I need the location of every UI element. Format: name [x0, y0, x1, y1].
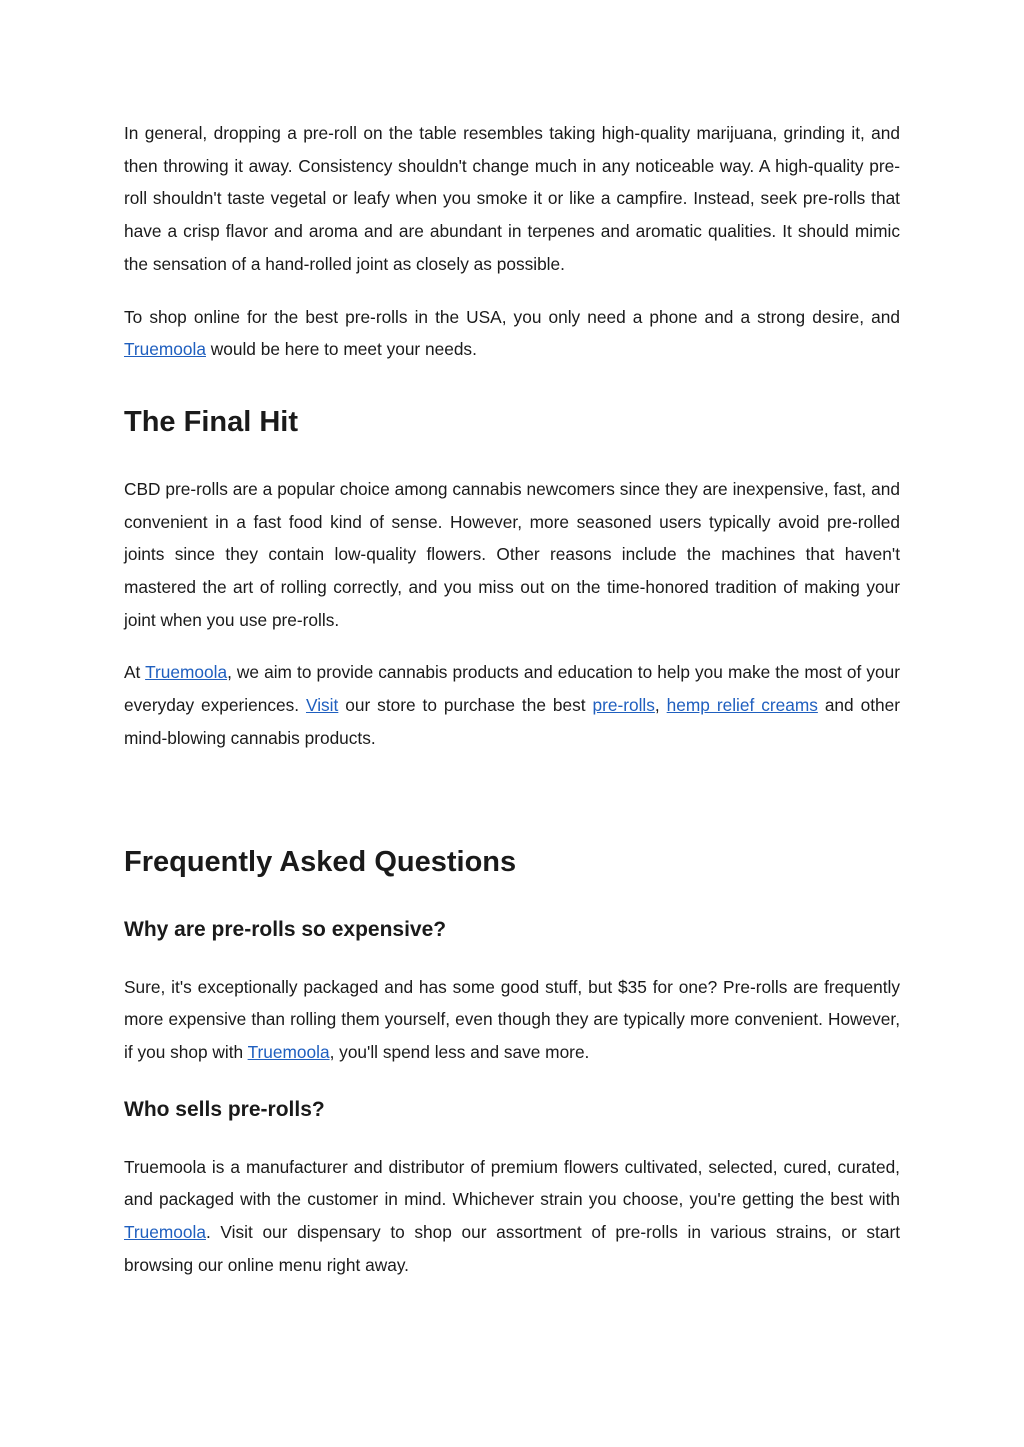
- paragraph-text: , we aim to provide cannabis products and education to help you make the most of your everyday experiences.: [124, 662, 900, 716]
- truemoola-link[interactable]: Truemoola: [124, 1222, 206, 1243]
- section-heading: The Final Hit: [124, 405, 298, 438]
- hemp-relief-creams-link[interactable]: hemp relief creams: [666, 695, 818, 716]
- paragraph-text: ,: [654, 695, 667, 716]
- body-paragraph: In general, dropping a pre-roll on the table resembles taking high-quality marijuana, grinding it, and then throwing it away. Consistency shouldn't change much in any noticeable way. A high-quality pre-roll shouldn't taste vegetal or leafy when you smoke it or like a campfire. Instead, seek pre-rolls that have a crisp flavor and aroma and are abundant in terpenes and aromatic qualities. It should mimic the sensation of a hand-rolled joint as closely as possible.: [124, 123, 900, 274]
- paragraph-text: . Visit our dispensary to shop our assortment of pre-rolls in various strains, or start browsing our online menu right away.: [124, 1222, 900, 1275]
- faq-answer: [124, 971, 900, 1069]
- truemoola-link[interactable]: Truemoola: [247, 1041, 330, 1062]
- faq-question: Who sells pre-rolls?: [124, 1097, 325, 1121]
- document-page: [124, 117, 900, 1281]
- body-paragraph: [124, 301, 900, 366]
- faq-question: Why are pre-rolls so expensive?: [124, 917, 447, 941]
- faq-heading: Frequently Asked Questions: [124, 845, 517, 878]
- paragraph-text: , you'll spend less and save more.: [329, 1041, 590, 1062]
- pre-rolls-link[interactable]: pre-rolls: [592, 695, 655, 716]
- paragraph-text: To shop online for the best pre-rolls in the USA, you only need a phone and a strong desire, and: [124, 306, 900, 327]
- paragraph-text: and other mind-blowing cannabis products.: [124, 695, 900, 748]
- visit-link[interactable]: Visit: [305, 695, 339, 716]
- body-paragraph: CBD pre-rolls are a popular choice among cannabis newcomers since they are inexpensive, fast, and convenient in a fast food kind of sense. However, more seasoned users typically avoid pre-rolled joints since they contain low-quality flowers. Other reasons include the machines that haven't mastered the art of rolling correctly, and you miss out on the time-honored tradition of making your joint when you use pre-rolls.: [124, 478, 900, 630]
- paragraph-text: Sure, it's exceptionally packaged and has some good stuff, but $35 for one? Pre-rolls are frequently more expensive than rolling them yourself, even though they are typically more convenient. However, if you shop with: [124, 976, 900, 1062]
- body-paragraph: [124, 656, 900, 754]
- paragraph-text: At: [124, 662, 146, 683]
- paragraph-text: would be here to meet your needs.: [205, 339, 477, 360]
- paragraph-text: our store to purchase the best: [338, 695, 593, 716]
- truemoola-link[interactable]: Truemoola: [145, 662, 228, 683]
- faq-answer: [124, 1151, 900, 1282]
- truemoola-link[interactable]: Truemoola: [124, 339, 206, 360]
- paragraph-text: Truemoola is a manufacturer and distributor of premium flowers cultivated, selected, cured, curated, and packaged with the customer in mind. Whichever strain you choose, you're getting the best with: [124, 1156, 900, 1210]
